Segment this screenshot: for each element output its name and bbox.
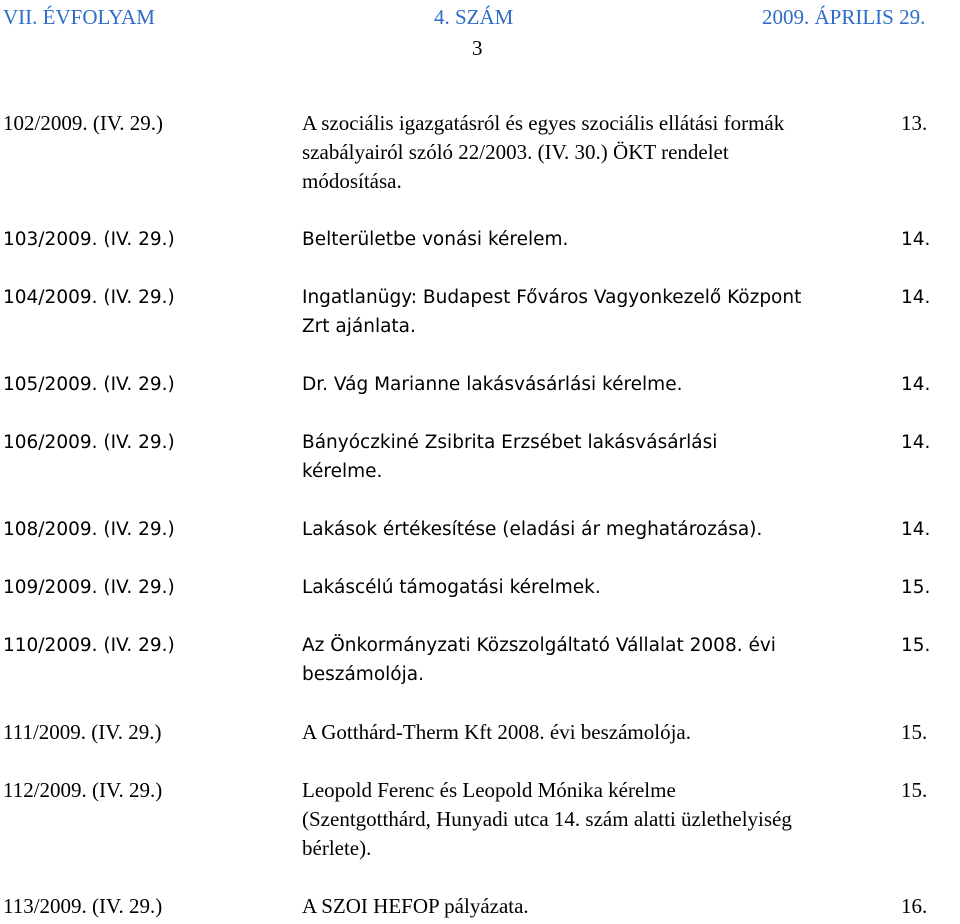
entry-number: 112/2009. (IV. 29.) [3, 778, 163, 802]
entry-page: 14. [901, 374, 931, 395]
page-header [0, 3, 960, 32]
entry-number: 104/2009. (IV. 29.) [3, 287, 175, 308]
entry-title: A Gotthárd-Therm Kft 2008. évi beszámolója. [302, 720, 691, 744]
page-number: 3 [472, 36, 483, 60]
entry-number: 106/2009. (IV. 29.) [3, 432, 175, 453]
entry-number: 111/2009. (IV. 29.) [3, 720, 162, 744]
entry-number: 110/2009. (IV. 29.) [3, 635, 175, 656]
entry-title: Belterületbe vonási kérelem. [302, 229, 569, 250]
entry-number: 108/2009. (IV. 29.) [3, 519, 175, 540]
entry-page: 13. [901, 111, 928, 135]
entry-page: 14. [901, 432, 931, 453]
entry-page: 15. [901, 720, 928, 744]
entry-title: Az Önkormányzati Közszolgáltató Vállalat 2008. évi beszámolója. [302, 635, 776, 685]
entry-page: 16. [901, 894, 928, 918]
entry-number: 105/2009. (IV. 29.) [3, 374, 175, 395]
entry-page: 14. [901, 519, 931, 540]
header-issue: 4. SZÁM [434, 5, 514, 29]
entry-page: 15. [901, 577, 931, 598]
entry-page: 15. [901, 778, 928, 802]
header-date: 2009. ÁPRILIS 29. [762, 5, 926, 29]
entry-number: 113/2009. (IV. 29.) [3, 894, 163, 918]
entry-title: Dr. Vág Marianne lakásvásárlási kérelme. [302, 374, 683, 395]
entry-title: Lakások értékesítése (eladási ár meghatározása). [302, 519, 763, 540]
entry-page: 14. [901, 287, 931, 308]
entry-title: Bányóczkiné Zsibrita Erzsébet lakásvásárlási kérelme. [302, 432, 718, 482]
entry-title: Ingatlanügy: Budapest Főváros Vagyonkezelő Központ Zrt ajánlata. [302, 287, 802, 337]
entry-page: 14. [901, 229, 931, 250]
header-volume: VII. ÉVFOLYAM [3, 5, 155, 29]
entry-title: A szociális igazgatásról és egyes szociális ellátási formák szabályairól szóló 22/2003. (IV. 30.) ÖKT rendelet módosítása. [302, 111, 785, 193]
entry-number: 109/2009. (IV. 29.) [3, 577, 175, 598]
entry-number: 102/2009. (IV. 29.) [3, 111, 164, 135]
entry-title: Lakáscélú támogatási kérelmek. [302, 577, 601, 598]
entry-page: 15. [901, 635, 931, 656]
entry-title: Leopold Ferenc és Leopold Mónika kérelme (Szentgotthárd, Hunyadi utca 14. szám alatti üzlethelyiség bérlete). [302, 778, 792, 860]
entry-title: A SZOI HEFOP pályázata. [302, 894, 529, 918]
entry-number: 103/2009. (IV. 29.) [3, 229, 175, 250]
